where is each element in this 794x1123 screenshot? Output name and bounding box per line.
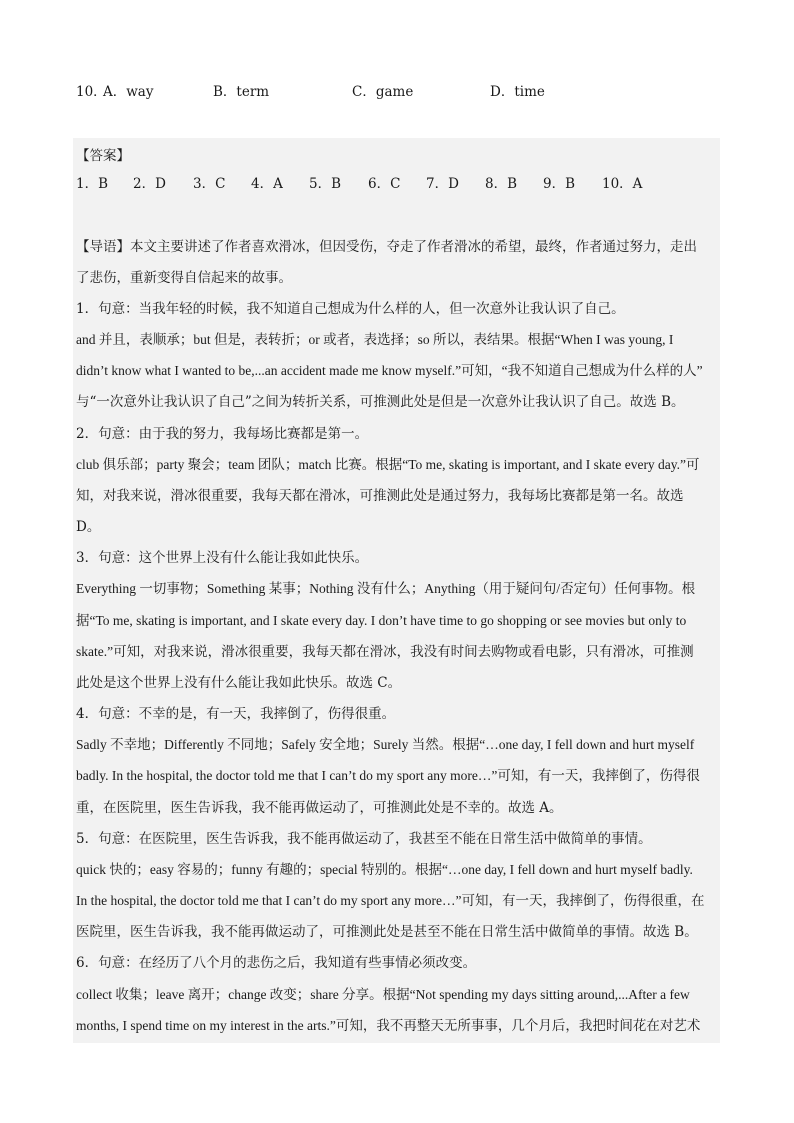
explanation-6-detail: months, I spend time on my interest in the arts.”可知，我不再整天无所事事，几个月后，我把时间花在对艺术 [76, 1018, 701, 1033]
explanation-4-meaning: 4．句意：不幸的是，有一天，我摔倒了，伤得很重。 [76, 706, 396, 722]
option-b: B．term [213, 84, 270, 100]
explanation-1-detail: and 并且，表顺承；but 但是，表转折；or 或者，表选择；so 所以，表结果。根据“When I was young, I [76, 332, 674, 347]
question-number: 10． [76, 84, 107, 100]
answer-item: 4．A [251, 176, 283, 192]
explanation-3-meaning: 3．句意：这个世界上没有什么能让我如此快乐。 [76, 550, 369, 566]
explanation-1-detail: didn’t know what I wanted to be,...an accident made me know myself.”可知，“我不知道自己想成为什么样的人” [76, 363, 703, 378]
explanation-5-meaning: 5．句意：在医院里，医生告诉我，我不能再做运动了，我甚至不能在日常生活中做简单的事情。 [76, 831, 652, 847]
explanation-6-detail: collect 收集；leave 离开；change 改变；share 分享。根据“Not spending my days sitting around,...After a few [76, 987, 690, 1002]
explanation-5-detail: 医院里，医生告诉我，我不能再做运动了，可推测此处是甚至不能在日常生活中做简单的事情。故选 B。 [76, 924, 698, 940]
answer-key [76, 171, 720, 197]
answer-item: 9．B [543, 176, 576, 192]
answer-item: 1．B [76, 176, 109, 192]
answer-item: 7．D [426, 176, 459, 192]
answer-item: 6．C [368, 176, 401, 192]
explanation-1-meaning: 1．句意：当我年轻的时候，我不知道自己想成为什么样的人，但一次意外让我认识了自己。 [76, 301, 625, 317]
explanation-4-detail: Sadly 不幸地；Differently 不同地；Safely 安全地；Surely 当然。根据“…one day, I fell down and hurt myself [76, 737, 695, 752]
answer-item: 10．A [602, 176, 643, 192]
explanation-3-detail: skate.”可知，对我来说，滑冰很重要，我每天都在滑冰，我没有时间去购物或看电影，只有滑冰，可推测 [76, 644, 694, 659]
option-a: A．way [103, 84, 154, 100]
explanation-5-detail: quick 快的；easy 容易的；funny 有趣的；special 特别的。根据“…one day, I fell down and hurt myself badly. [76, 862, 693, 877]
answer-item: 3．C [193, 176, 226, 192]
explanation-4-detail: badly. In the hospital, the doctor told me that I can’t do my sport any more…”可知，有一天，我摔倒了，伤得很 [76, 768, 700, 783]
answer-explanation-panel [73, 138, 720, 1043]
answer-item: 2．D [133, 176, 166, 192]
explanation-6-meaning: 6．句意：在经历了八个月的悲伤之后，我知道有些事情必须改变。 [76, 955, 477, 971]
option-d: D．time [490, 84, 545, 100]
explanation-2-detail: club 俱乐部；party 聚会；team 团队；match 比赛。根据“To me, skating is important, and I skate every day.”可 [76, 457, 700, 472]
explanation-2-detail: D。 [76, 519, 101, 535]
explanation-3-detail: Everything 一切事物；Something 某事；Nothing 没有什么；Anything（用于疑问句/否定句）任何事物。根 [76, 581, 696, 596]
answer-item: 8．B [485, 176, 518, 192]
explanation-1-detail: 与“一次意外让我认识了自己”之间为转折关系，可推测此处是但是一次意外让我认识了自己。故选 B。 [76, 394, 685, 410]
answer-item: 5．B [309, 176, 342, 192]
option-c: C．game [352, 84, 414, 100]
explanation-4-detail: 重，在医院里，医生告诉我，我不能再做运动了，可推测此处是不幸的。故选 A。 [76, 800, 563, 816]
guide-paragraph: 【导语】本文主要讲述了作者喜欢滑冰，但因受伤，夺走了作者滑冰的希望，最终，作者通过努力，走出 [76, 239, 697, 255]
explanation-5-detail: In the hospital, the doctor told me that I can’t do my sport any more…”可知，有一天，我摔倒了，伤得很重，在 [76, 893, 705, 908]
guide-paragraph: 了悲伤，重新变得自信起来的故事。 [76, 270, 292, 286]
explanation-2-detail: 知，对我来说，滑冰很重要，我每天都在滑冰，可推测此处是通过努力，我每场比赛都是第一名。故选 [76, 488, 684, 504]
explanation-2-meaning: 2．句意：由于我的努力，我每场比赛都是第一。 [76, 426, 369, 442]
explanation-3-detail: 据“To me, skating is important, and I skate every day. I don’t have time to go shopping or see movies but only to [76, 613, 687, 628]
answer-heading: 【答案】 [76, 148, 130, 164]
explanation-3-detail: 此处是这个世界上没有什么能让我如此快乐。故选 C。 [76, 675, 402, 691]
